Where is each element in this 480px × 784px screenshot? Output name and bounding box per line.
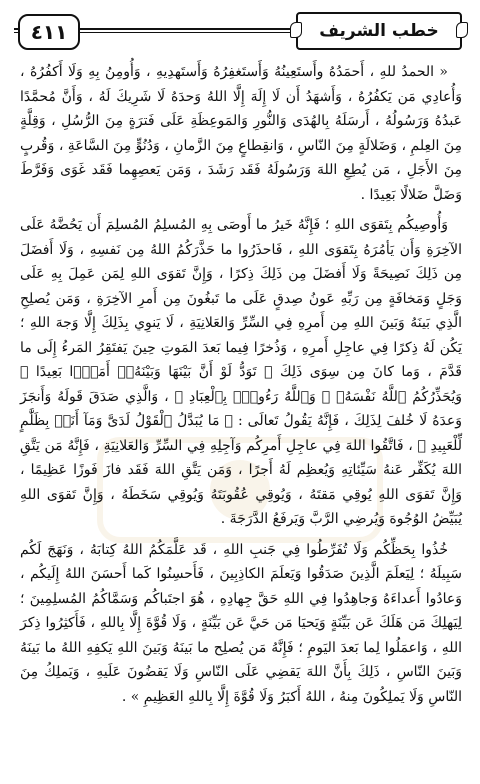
paragraph-opening: « الحمدُ للهِ ، أَحمَدُهُ وأَستَعِينُهُ وَأَستَغفِرُهُ وَأَستَهدِيهِ ، وَأُومِنُ بِهِ وَلَا أَكفُرُهُ ، وَأُعادِي مَن يَكفُرُهُ ، وَأَشهَدُ أَن لَا إِلَهَ إِلَّا اللهُ وَحدَهُ لَا شَرِيكَ لَهُ ، وَأَنَّ مُحمَّدًا عَبدُهُ وَرَسُولُهُ ، أَرسَلَهُ بِالهُدَى وَالنُّورِ وَالمَوعِظَةِ عَلَى فَترَةٍ مِنَ الرُّسُلِ ، وَقِلَّةٍ مِنَ العِلمِ ، وَضَلالَةٍ مِنَ النّاسِ ، وَانقِطاعٍ مِنَ الزَّمانِ ، وَدُنُوٍّ مِنَ السَّاعَةِ ، وَقُربٍ مِنَ الأَجَلِ ، مَن يُطِعِ اللهَ وَرَسُولَهُ فَقَد رَشَدَ ، وَمَن يَعصِهِما فَقَد غَوَى وَفَرَّطَ وَضَلَّ ضَلالًا بَعِيدًا . [20, 64, 462, 203]
sermon-text [20, 60, 462, 715]
paragraph-taqwa: وَأُوصِيكُم بِتَقوَى اللهِ ؛ فَإِنَّهُ خَيرُ ما أَوصَى بِهِ المُسلِمُ المُسلِمَ أَن يَحُضَّهُ عَلَى الآخِرَةِ وَأَن يَأمُرَهُ بِتَقوَى اللهِ ، فَاحذَرُوا ما حَذَّرَكُمُ اللهُ مِن نَفسِهِ ، وَلَا أَفضَلَ مِن ذَلِكَ نَصِيحَةً وَلَا أَفضَلَ مِن ذَلِكَ ذِكرًا ، وَإِنَّ تَقوَى اللهِ لِمَن عَمِلَ بِهِ عَلَى وَجَلٍ وَمَخافَةٍ مِن رَبِّهِ عَونُ صِدقٍ عَلَى ما تَبغُونَ مِن أَمرِ الآخِرَةِ ، وَمَن يُصلِحِ الَّذِي بَينَهُ وَبَينَ اللهِ مِن أَمرِهِ فِي السِّرِّ وَالعَلانِيَةِ ، لَا يَنوِي بِذَلِكَ إِلَّا وَجهَ اللهِ ؛ يَكُن لَهُ ذِكرًا فِي عاجِلِ أَمرِهِ ، وَذُخرًا فِيما بَعدَ المَوتِ حِينَ يَفتَقِرُ المَرءُ إِلَى ما قَدَّمَ ، وَما كانَ مِن سِوَى ذَلِكَ ﴿ تَوَدُّ لَوْ أَنَّ بَيْنَهَا وَبَيْنَهُۥٓ أَمَدًۢا بَعِيدًا ۗ وَيُحَذِّرُكُمُ ٱللَّهُ نَفْسَهُۥ ۗ وَٱللَّهُ رَءُوفٌۢ بِٱلْعِبَادِ ﴾ ، وَالَّذِي صَدَقَ قَولَهُ وَأَنجَزَ وَعدَهُ لَا خُلفَ لِذَلِكَ ، فَإِنَّهُ يَقُولُ تَعالَى : ﴿ مَا يُبَدَّلُ ٱلْقَوْلُ لَدَىَّ وَمَآ أَنَا۠ بِظَلَّٰمٍ لِّلْعَبِيدِ ﴾ ، فَاتَّقُوا اللهَ فِي عاجِلِ أَمرِكُم وَآجِلِهِ فِي السِّرِّ وَالعَلانِيَةِ ، فَإِنَّهُ مَن يَتَّقِ اللهَ يُكَفِّر عَنهُ سَيِّئاتِهِ وَيُعظِم لَهُ أَجرًا ، وَمَن يَتَّقِ اللهَ فَقَد فازَ فَوزًا عَظِيمًا ، وَإِنَّ تَقوَى اللهِ يُوقِي مَقتَهُ ، وَيُوقِي عُقُوبَتَهُ وَيُوقِي سَخَطَهُ ، وَإِنَّ تَقوَى اللهِ يُبَيِّضُ الوُجُوهَ وَيُرضِي الرَّبَّ وَيَرفَعُ الدَّرَجَةَ . [20, 217, 462, 527]
running-title: خطب الشريف [319, 21, 439, 41]
running-title-frame [296, 12, 462, 50]
page-header [14, 12, 466, 50]
page-number: ٤١١ [18, 14, 80, 50]
paragraph-closing: خُذُوا بِحَظِّكُم وَلَا تُفَرِّطُوا فِي جَنبِ اللهِ ، قَد عَلَّمَكُمُ اللهُ كِتابَهُ ، وَنَهَجَ لَكُم سَبِيلَهُ ؛ لِيَعلَمَ الَّذِينَ صَدَقُوا وَيَعلَمَ الكاذِبِينَ ، فَأَحسِنُوا كَما أَحسَنَ اللهُ إِلَيكُم ، وَعادُوا أَعداءَهُ وَجاهِدُوا فِي اللهِ حَقَّ جِهادِهِ ، هُوَ اجتَباكُم وَسَمَّاكُمُ المُسلِمِينَ ؛ لِيَهلِكَ مَن هَلَكَ عَن بَيِّنَةٍ وَيَحيَا مَن حَيَّ عَن بَيِّنَةٍ ، وَلَا قُوَّةَ إِلَّا بِاللهِ ، فَأَكثِرُوا ذِكرَ اللهِ ، وَاعمَلُوا لِما بَعدَ اليَومِ ؛ فَإِنَّهُ مَن يُصلِح ما بَينَهُ وَبَينَ اللهِ يَكفِهِ اللهُ ما بَينَهُ وَبَينَ النّاسِ ، ذَلِكَ بِأَنَّ اللهَ يَقضِي عَلَى النّاسِ وَلَا يَقضُونَ عَلَيهِ ، وَيَملِكُ مِنَ النّاسِ وَلَا يَملِكُونَ مِنهُ ، اللهُ أَكبَرُ وَلَا قُوَّةَ إِلَّا بِاللهِ العَظِيمِ » . [20, 541, 462, 705]
